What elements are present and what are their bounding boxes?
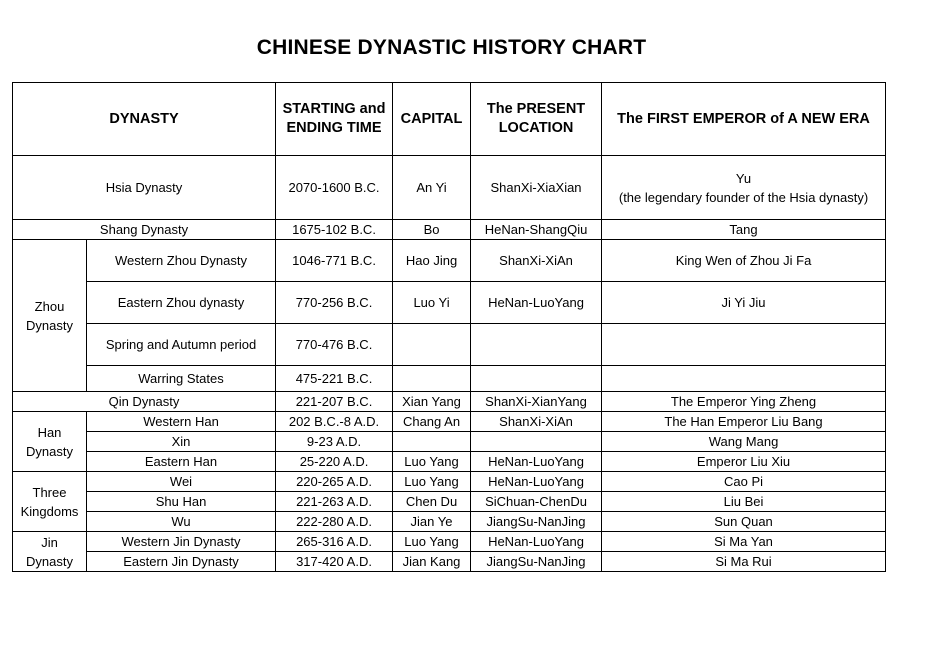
emperor-cell: Si Ma Yan [602, 532, 886, 552]
table-row [13, 156, 886, 220]
table-row [13, 324, 886, 366]
group-han: Han Dynasty [13, 412, 87, 472]
emperor-cell: Sun Quan [602, 512, 886, 532]
capital-cell [393, 366, 471, 392]
emperor-cell: Wang Mang [602, 432, 886, 452]
dynasty-name: Eastern Han [87, 452, 276, 472]
emperor-cell: Si Ma Rui [602, 552, 886, 572]
time-cell: 9-23 A.D. [276, 432, 393, 452]
table-row [13, 532, 886, 552]
capital-cell: Luo Yi [393, 282, 471, 324]
table-row [13, 472, 886, 492]
group-three-kingdoms: Three Kingdoms [13, 472, 87, 532]
emperor-cell: Tang [602, 220, 886, 240]
header-capital: CAPITAL [393, 83, 471, 156]
time-cell: 25-220 A.D. [276, 452, 393, 472]
location-cell: HeNan-LuoYang [471, 472, 602, 492]
dynasty-name: Hsia Dynasty [13, 156, 276, 220]
capital-cell: An Yi [393, 156, 471, 220]
dynasty-name: Wei [87, 472, 276, 492]
capital-cell [393, 324, 471, 366]
capital-cell [393, 432, 471, 452]
group-zhou: Zhou Dynasty [13, 240, 87, 392]
emperor-cell [602, 324, 886, 366]
header-dynasty: DYNASTY [13, 83, 276, 156]
table-row [13, 452, 886, 472]
dynasty-name: Wu [87, 512, 276, 532]
table-row [13, 366, 886, 392]
dynasty-name: Spring and Autumn period [87, 324, 276, 366]
dynasty-name: Xin [87, 432, 276, 452]
table-row [13, 240, 886, 282]
emperor-note: (the legendary founder of the Hsia dynasty) [618, 189, 869, 205]
emperor-cell: Ji Yi Jiu [602, 282, 886, 324]
capital-cell: Chang An [393, 412, 471, 432]
capital-cell: Jian Ye [393, 512, 471, 532]
time-cell: 770-256 B.C. [276, 282, 393, 324]
table-row [13, 432, 886, 452]
emperor-cell: The Emperor Ying Zheng [602, 392, 886, 412]
capital-cell: Jian Kang [393, 552, 471, 572]
time-cell: 222-280 A.D. [276, 512, 393, 532]
capital-cell: Luo Yang [393, 452, 471, 472]
time-cell: 1046-771 B.C. [276, 240, 393, 282]
table-row [13, 552, 886, 572]
dynasty-name: Qin Dynasty [13, 392, 276, 412]
location-cell: JiangSu-NanJing [471, 552, 602, 572]
capital-cell: Luo Yang [393, 532, 471, 552]
header-emperor: The FIRST EMPEROR of A NEW ERA [602, 83, 886, 156]
location-cell: JiangSu-NanJing [471, 512, 602, 532]
time-cell: 770-476 B.C. [276, 324, 393, 366]
time-cell: 1675-102 B.C. [276, 220, 393, 240]
time-cell: 2070-1600 B.C. [276, 156, 393, 220]
header-location: The PRESENT LOCATION [471, 83, 602, 156]
location-cell: SiChuan-ChenDu [471, 492, 602, 512]
location-cell: HeNan-LuoYang [471, 532, 602, 552]
dynasty-name: Western Zhou Dynasty [87, 240, 276, 282]
location-cell: ShanXi-XiaXian [471, 156, 602, 220]
location-cell [471, 432, 602, 452]
table-row [13, 220, 886, 240]
dynasty-name: Shu Han [87, 492, 276, 512]
capital-cell: Chen Du [393, 492, 471, 512]
table-row [13, 282, 886, 324]
capital-cell: Luo Yang [393, 472, 471, 492]
time-cell: 317-420 A.D. [276, 552, 393, 572]
table-row [13, 412, 886, 432]
location-cell [471, 324, 602, 366]
capital-cell: Bo [393, 220, 471, 240]
emperor-cell: Liu Bei [602, 492, 886, 512]
location-cell: ShanXi-XianYang [471, 392, 602, 412]
group-jin: Jin Dynasty [13, 532, 87, 572]
location-cell: ShanXi-XiAn [471, 240, 602, 282]
dynasty-name: Western Jin Dynasty [87, 532, 276, 552]
capital-cell: Xian Yang [393, 392, 471, 412]
location-cell: HeNan-LuoYang [471, 452, 602, 472]
table-row [13, 512, 886, 532]
header-time: STARTING and ENDING TIME [276, 83, 393, 156]
emperor-cell: Cao Pi [602, 472, 886, 492]
time-cell: 221-263 A.D. [276, 492, 393, 512]
emperor-cell: The Han Emperor Liu Bang [602, 412, 886, 432]
header-row [13, 83, 886, 156]
emperor-name: Yu [735, 170, 752, 186]
emperor-cell [602, 156, 886, 220]
dynasty-table [12, 82, 886, 572]
location-cell [471, 366, 602, 392]
time-cell: 221-207 B.C. [276, 392, 393, 412]
dynasty-name: Eastern Jin Dynasty [87, 552, 276, 572]
table-row [13, 392, 886, 412]
capital-cell: Hao Jing [393, 240, 471, 282]
time-cell: 220-265 A.D. [276, 472, 393, 492]
emperor-cell [602, 366, 886, 392]
dynasty-name: Western Han [87, 412, 276, 432]
emperor-cell: Emperor Liu Xiu [602, 452, 886, 472]
location-cell: HeNan-LuoYang [471, 282, 602, 324]
dynasty-name: Eastern Zhou dynasty [87, 282, 276, 324]
page-title: CHINESE DYNASTIC HISTORY CHART [256, 36, 647, 59]
location-cell: ShanXi-XiAn [471, 412, 602, 432]
table-row [13, 492, 886, 512]
emperor-cell: King Wen of Zhou Ji Fa [602, 240, 886, 282]
time-cell: 475-221 B.C. [276, 366, 393, 392]
dynasty-name: Shang Dynasty [13, 220, 276, 240]
time-cell: 202 B.C.-8 A.D. [276, 412, 393, 432]
location-cell: HeNan-ShangQiu [471, 220, 602, 240]
dynasty-name: Warring States [87, 366, 276, 392]
time-cell: 265-316 A.D. [276, 532, 393, 552]
